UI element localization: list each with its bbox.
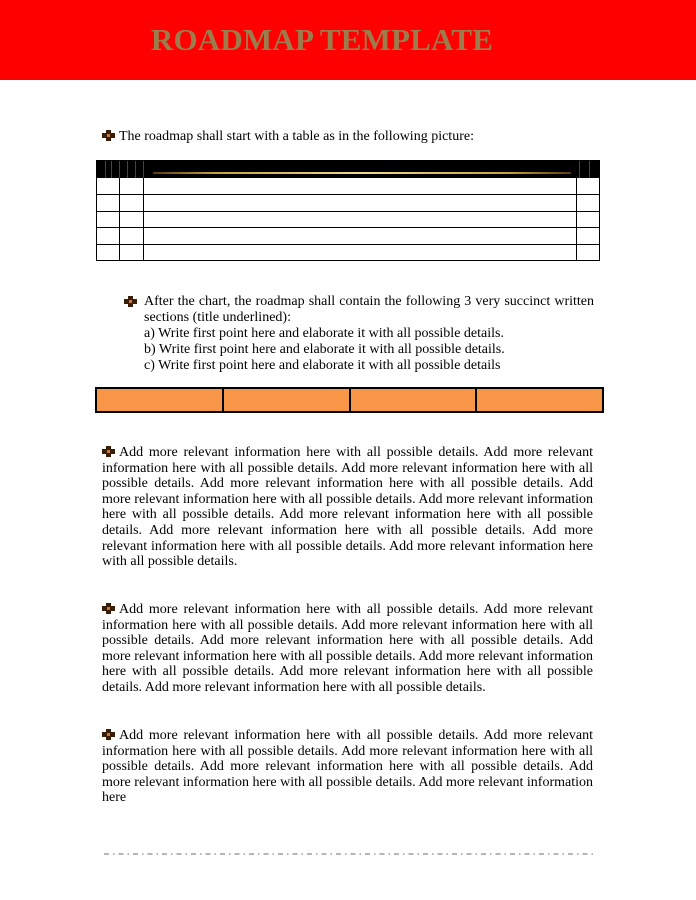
table-row-divider xyxy=(97,244,599,245)
header-gold-line xyxy=(153,172,571,174)
table-col-divider xyxy=(576,178,577,260)
orange-bar-table xyxy=(95,387,604,413)
info-paragraph-text: Add more relevant information here with all possible details. Add more relevant information here with all possible details. Add more relevant information here with all possible details. Add more relevant information here with all possible details. Add more relevant information here with all possible details. Add more relevant information here with all possible details. Add more relevant information here with all possible details. Add more relevant information here with all possible details. Add more relevant information here with all possible details. Add more relevant information here with all possible details. xyxy=(102,445,593,570)
page-title: ROADMAP TEMPLATE xyxy=(150,22,494,57)
table-row-divider xyxy=(97,194,599,195)
sections-block xyxy=(124,294,594,374)
info-paragraph-1 xyxy=(102,445,593,570)
bullet-cross-icon xyxy=(102,446,115,457)
bullet-cross-icon xyxy=(102,603,115,614)
intro-text: The roadmap shall start with a table as in the following picture: xyxy=(119,129,474,144)
section-item-b: b) Write first point here and elaborate it with all possible details. xyxy=(144,342,505,357)
table-row-divider xyxy=(97,211,599,212)
footer-dash-dot-rule xyxy=(104,849,594,859)
sections-intro-text: After the chart, the roadmap shall contain the following 3 very succinct written sections (title underlined): xyxy=(144,294,594,325)
intro-line xyxy=(102,128,474,146)
header-band xyxy=(0,0,696,80)
sections-intro xyxy=(124,294,594,326)
roadmap-grid-table xyxy=(96,160,600,261)
section-item-c: c) Write first point here and elaborate it with all possible details xyxy=(144,358,501,373)
orange-bar-cell xyxy=(351,389,478,411)
info-paragraph-2 xyxy=(102,602,593,696)
table-col-divider xyxy=(119,178,120,260)
info-paragraph-3 xyxy=(102,728,593,806)
section-item-a: a) Write first point here and elaborate it with all possible details. xyxy=(144,326,504,341)
orange-bar-cell xyxy=(224,389,351,411)
bullet-cross-icon xyxy=(102,130,115,141)
bullet-cross-icon xyxy=(102,729,115,740)
grid-table-header xyxy=(97,161,599,178)
table-row-divider xyxy=(97,227,599,228)
bullet-cross-icon xyxy=(124,296,137,307)
table-col-divider xyxy=(143,178,144,260)
info-paragraph-text: Add more relevant information here with all possible details. Add more relevant information here with all possible details. Add more relevant information here with all possible details. Add more relevant information here with all possible details. Add more relevant information here with all possible details. Add more relevant information here with all possible details. Add more relevant information here with all possible details. Add more relevant information here with all possible details. xyxy=(102,602,593,695)
orange-bar-cell xyxy=(477,389,602,411)
orange-bar-cell xyxy=(97,389,224,411)
info-paragraph-text: Add more relevant information here with all possible details. Add more relevant information here with all possible details. Add more relevant information here with all possible details. Add more relevant information here with all possible details. Add more relevant information here with all possible details. Add more relevant information here xyxy=(102,728,593,806)
